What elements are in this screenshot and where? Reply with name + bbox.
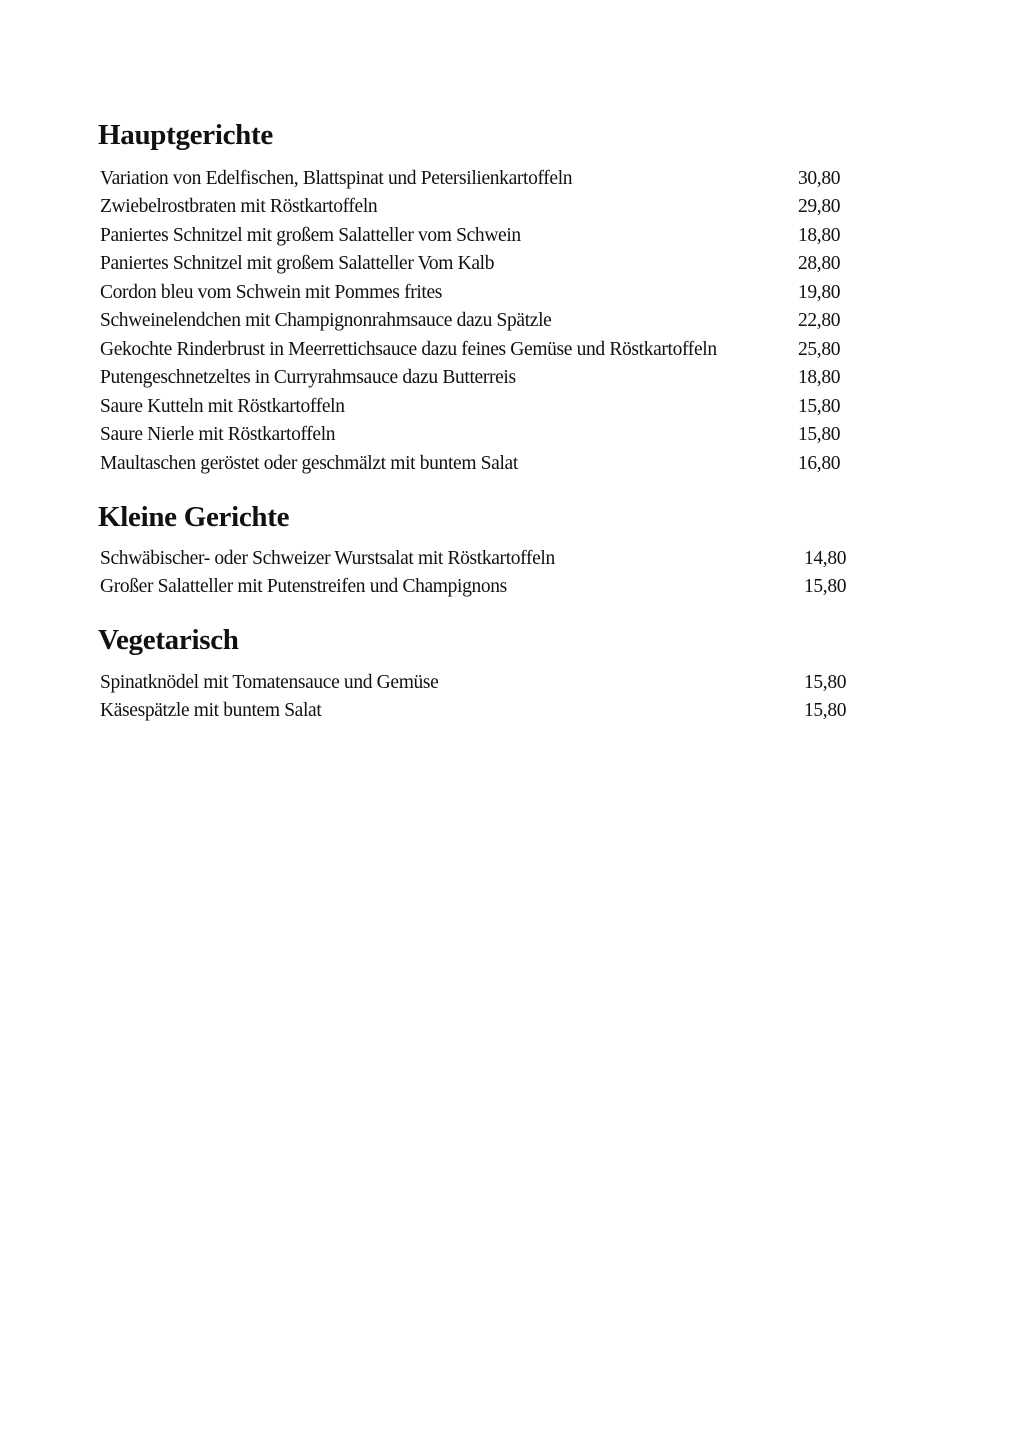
item-price: 18,80 xyxy=(798,367,841,388)
item-price: 30,80 xyxy=(798,168,841,189)
section-title-hauptgerichte: Hauptgerichte xyxy=(98,119,273,151)
item-name: Großer Salatteller mit Putenstreifen und Champignons xyxy=(100,576,507,597)
item-name: Schweinelendchen mit Champignonrahmsauce dazu Spätzle xyxy=(100,310,552,331)
item-name: Paniertes Schnitzel mit großem Salatteller vom Schwein xyxy=(100,225,521,246)
item-name: Maultaschen geröstet oder geschmälzt mit buntem Salat xyxy=(100,453,518,474)
item-price: 19,80 xyxy=(798,282,841,303)
item-name: Schwäbischer- oder Schweizer Wurstsalat mit Röstkartoffeln xyxy=(100,548,555,569)
item-name: Spinatknödel mit Tomatensauce und Gemüse xyxy=(100,672,439,693)
item-name: Cordon bleu vom Schwein mit Pommes frites xyxy=(100,282,443,303)
item-price: 15,80 xyxy=(798,424,841,445)
item-name: Saure Nierle mit Röstkartoffeln xyxy=(100,424,336,445)
item-price: 15,80 xyxy=(804,576,847,597)
item-name: Saure Kutteln mit Röstkartoffeln xyxy=(100,396,345,417)
item-price: 22,80 xyxy=(798,310,841,331)
section-title-vegetarisch: Vegetarisch xyxy=(98,624,239,656)
item-price: 15,80 xyxy=(804,672,847,693)
item-name: Variation von Edelfischen, Blattspinat und Petersilienkartoffeln xyxy=(100,168,573,189)
item-name: Zwiebelrostbraten mit Röstkartoffeln xyxy=(100,196,378,217)
item-name: Putengeschnetzeltes in Curryrahmsauce dazu Butterreis xyxy=(100,367,516,388)
item-price: 15,80 xyxy=(798,396,841,417)
item-price: 16,80 xyxy=(798,453,841,474)
item-name: Gekochte Rinderbrust in Meerrettichsauce dazu feines Gemüse und Röstkartoffeln xyxy=(100,339,717,360)
item-price: 28,80 xyxy=(798,253,841,274)
section-title-kleine-gerichte: Kleine Gerichte xyxy=(98,501,290,533)
item-price: 15,80 xyxy=(804,700,847,721)
item-price: 25,80 xyxy=(798,339,841,360)
item-price: 18,80 xyxy=(798,225,841,246)
item-price: 29,80 xyxy=(798,196,841,217)
item-name: Paniertes Schnitzel mit großem Salatteller Vom Kalb xyxy=(100,253,495,274)
item-price: 14,80 xyxy=(804,548,847,569)
item-name: Käsespätzle mit buntem Salat xyxy=(100,700,322,721)
